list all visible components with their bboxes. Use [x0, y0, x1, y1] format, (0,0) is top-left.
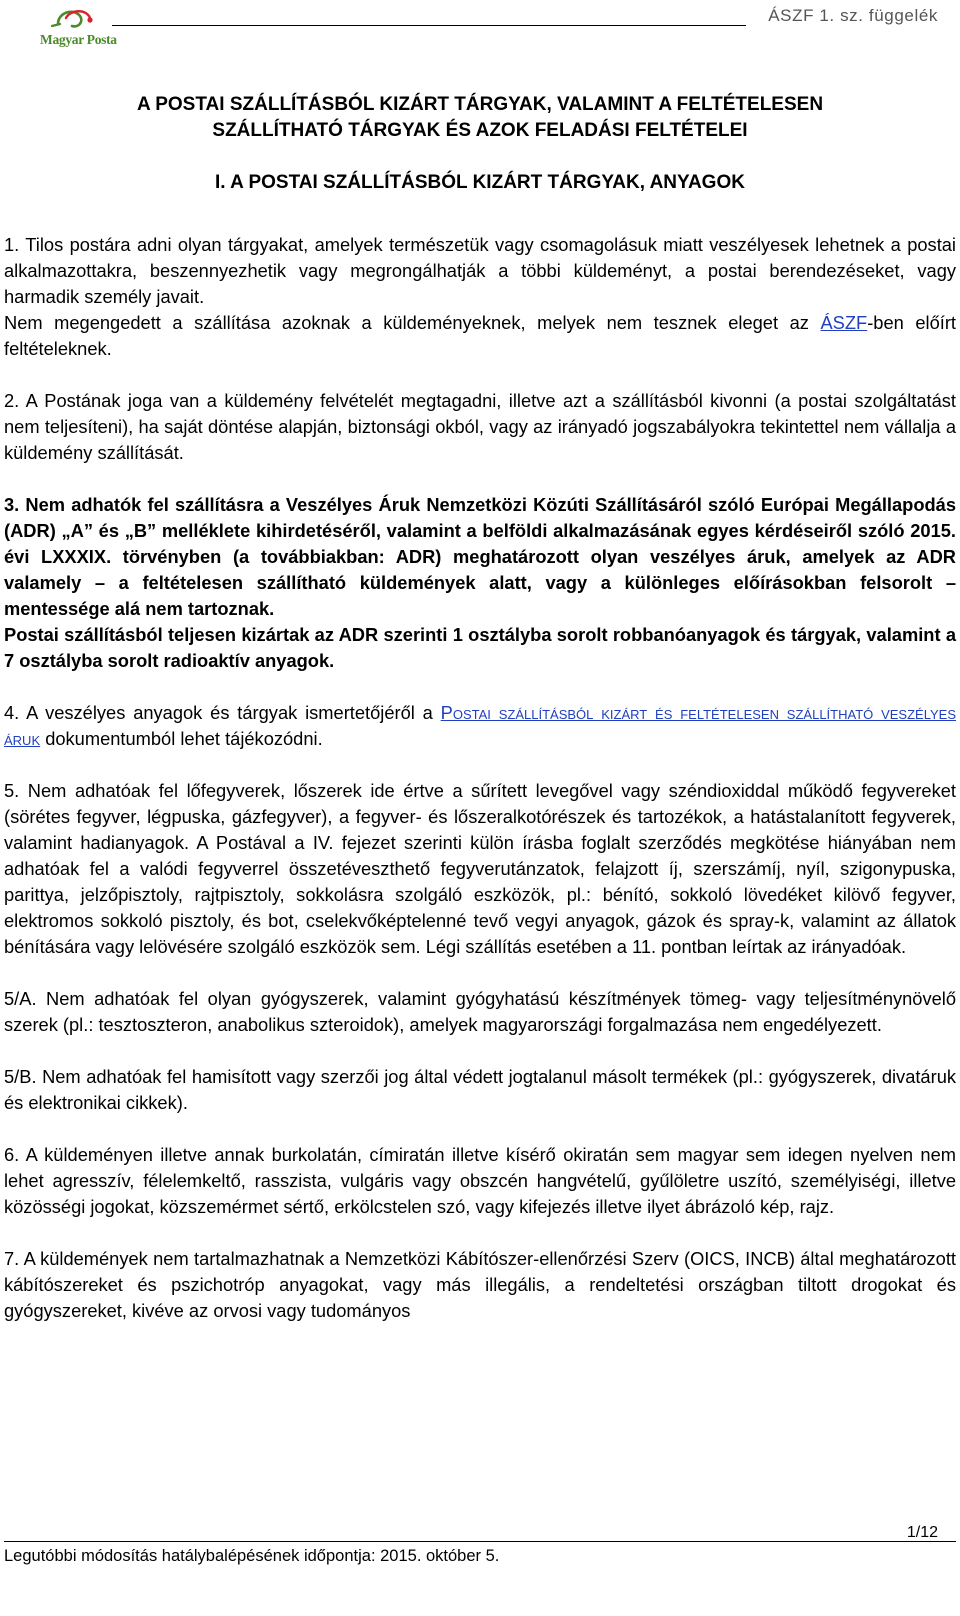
paragraph-2: 2. A Postának joga van a küldemény felvételét megtagadni, illetve azt a szállításból kivonni (a postai szolgáltatást nem teljesíteni), ha saját döntése alapján, biztonsági okból, vagy az irányadó jogszabályokra tekintettel nem vállalja a küldemény szállítását.: [4, 390, 956, 463]
document-body: [4, 232, 956, 1324]
document-title: [0, 92, 960, 144]
paragraph-1b-tail: -ben előírt feltételeknek.: [4, 312, 956, 359]
title-line-1: A POSTAI SZÁLLÍTÁSBÓL KIZÁRT TÁRGYAK, VALAMINT A FELTÉTELESEN: [136, 94, 824, 115]
paragraph-1b-text: Nem megengedett a szállítása azoknak a küldeményeknek, melyek nem tesznek eleget az: [4, 312, 821, 333]
document-reference: ÁSZF 1. sz. függelék: [768, 6, 938, 25]
paragraph-3b: Postai szállításból teljesen kizártak az ADR szerinti 1 osztályba sorolt robbanóanyagok és tárgyak, valamint a 7 osztályba sorolt radioaktív anyagok.: [4, 624, 956, 671]
aszf-link[interactable]: ÁSZF: [820, 312, 868, 333]
paragraph-3: 3. Nem adhatók fel szállításra a Veszélyes Áruk Nemzetközi Közúti Szállításáról szóló Európai Megállapodás (ADR) „A” és „B” melléklete kihirdetéséről, valamint a belföldi alkalmazásának egyes kérdéseiről szóló 2015. évi LXXXIX. törvényben (a továbbiakban: ADR) meghatározott olyan veszélyes áruk, amelyek az ADR valamely – a feltételesen szállítható küldemények alatt, vagy a különleges előírásokban felsorolt – mentessége alá nem tartoznak.: [4, 494, 956, 619]
paragraph-4-text: 4. A veszélyes anyagok és tárgyak ismertetőjéről a: [4, 702, 441, 723]
paragraph-5b: 5/B. Nem adhatóak fel hamisított vagy szerzői jog által védett jogtalanul másolt termékek (pl.: gyógyszerek, divatáruk és elektronikai cikkek).: [4, 1066, 956, 1113]
magyar-posta-logo: [40, 4, 117, 56]
section-heading: I. A POSTAI SZÁLLÍTÁSBÓL KIZÁRT TÁRGYAK, ANYAGOK: [215, 172, 745, 193]
paragraph-5a: 5/A. Nem adhatóak fel olyan gyógyszerek, valamint gyógyhatású készítmények tömeg- vagy teljesítménynövelő szerek (pl.: tesztoszteron, anabolikus szteroidok), amelyek magyarországi forgalmazása nem engedélyezett.: [4, 988, 956, 1035]
dangerous-goods-link[interactable]: Postai szállításból kizárt és feltételesen szállítható veszélyes áruk: [4, 702, 956, 749]
paragraph-4: [4, 700, 956, 752]
page-number: 1/12: [906, 1524, 938, 1541]
title-line-2: SZÁLLÍTHATÓ TÁRGYAK ÉS AZOK FELADÁSI FELTÉTELEI: [212, 120, 748, 141]
paragraph-1: 1. Tilos postára adni olyan tárgyakat, amelyek természetük vagy csomagolásuk miatt veszélyesek lehetnek a postai alkalmazottakra, beszennyezhetik vagy megrongálhatják a többi küldeményt, a postai berendezéseket, vagy harmadik személy javait.: [4, 234, 956, 307]
paragraph-6: 6. A küldeményen illetve annak burkolatán, címiratán illetve kísérő okiratán sem magyar sem idegen nyelven nem lehet agresszív, félelemkeltő, rasszista, vulgáris vagy obszcén hangvételű, gyűlöletre uszító, személyiségi, illetve közösségi jogokat, közszemérmet sértő, erkölcstelen szó, vagy kifejezés illetve ilyet ábrázoló kép, rajz.: [4, 1144, 956, 1217]
footer-note: Legutóbbi módosítás hatálybalépésének időpontja: 2015. október 5.: [4, 1547, 500, 1565]
footer-rule: [4, 1541, 956, 1542]
paragraph-7: 7. A küldemények nem tartalmazhatnak a Nemzetközi Kábítószer-ellenőrzési Szerv (OICS, INCB) által meghatározott kábítószereket és pszichotróp anyagokat, vagy más illegális, a rendeltetési országban tiltott drogokat és gyógyszereket, kivéve az orvosi vagy tudományos: [4, 1248, 956, 1321]
post-horn-icon: [40, 4, 102, 34]
paragraph-1b: [4, 310, 956, 362]
paragraph-5: 5. Nem adhatóak fel lőfegyverek, lőszerek ide értve a sűrített levegővel vagy széndioxiddal működő fegyvereket (sörétes fegyver, légpuska, gázfegyver), a fegyver- és lőszeralkotórészek és tartozékok, a hatástalanított fegyverek, valamint hadianyagok. A Postával a IV. fejezet szerinti külön írásba foglalt szerződés megkötése hiányában nem adhatóak fel a valódi fegyverrel összetéveszthető fegyverutánzatok, felajzott íj, szerszámíj, nyíl, szigonypuska, parittya, jelzőpisztoly, rajtpisztoly, sokkolásra szolgáló eszközök, pl.: bénító, sokkoló lövedéket kilövő fegyver, elektromos sokkoló pisztoly, és bot, cselekvőképtelenné tevő vegyi anyagok, gázok és spray-k, valamint az állatok bénítására vagy lelövésére szolgáló eszközök sem. Légi szállítás esetében a 11. pontban leírtak az irányadóak.: [4, 780, 956, 957]
paragraph-4-tail: dokumentumból lehet tájékozódni.: [40, 728, 323, 749]
logo-text: Magyar Posta: [40, 32, 117, 47]
header-rule: [112, 25, 746, 26]
